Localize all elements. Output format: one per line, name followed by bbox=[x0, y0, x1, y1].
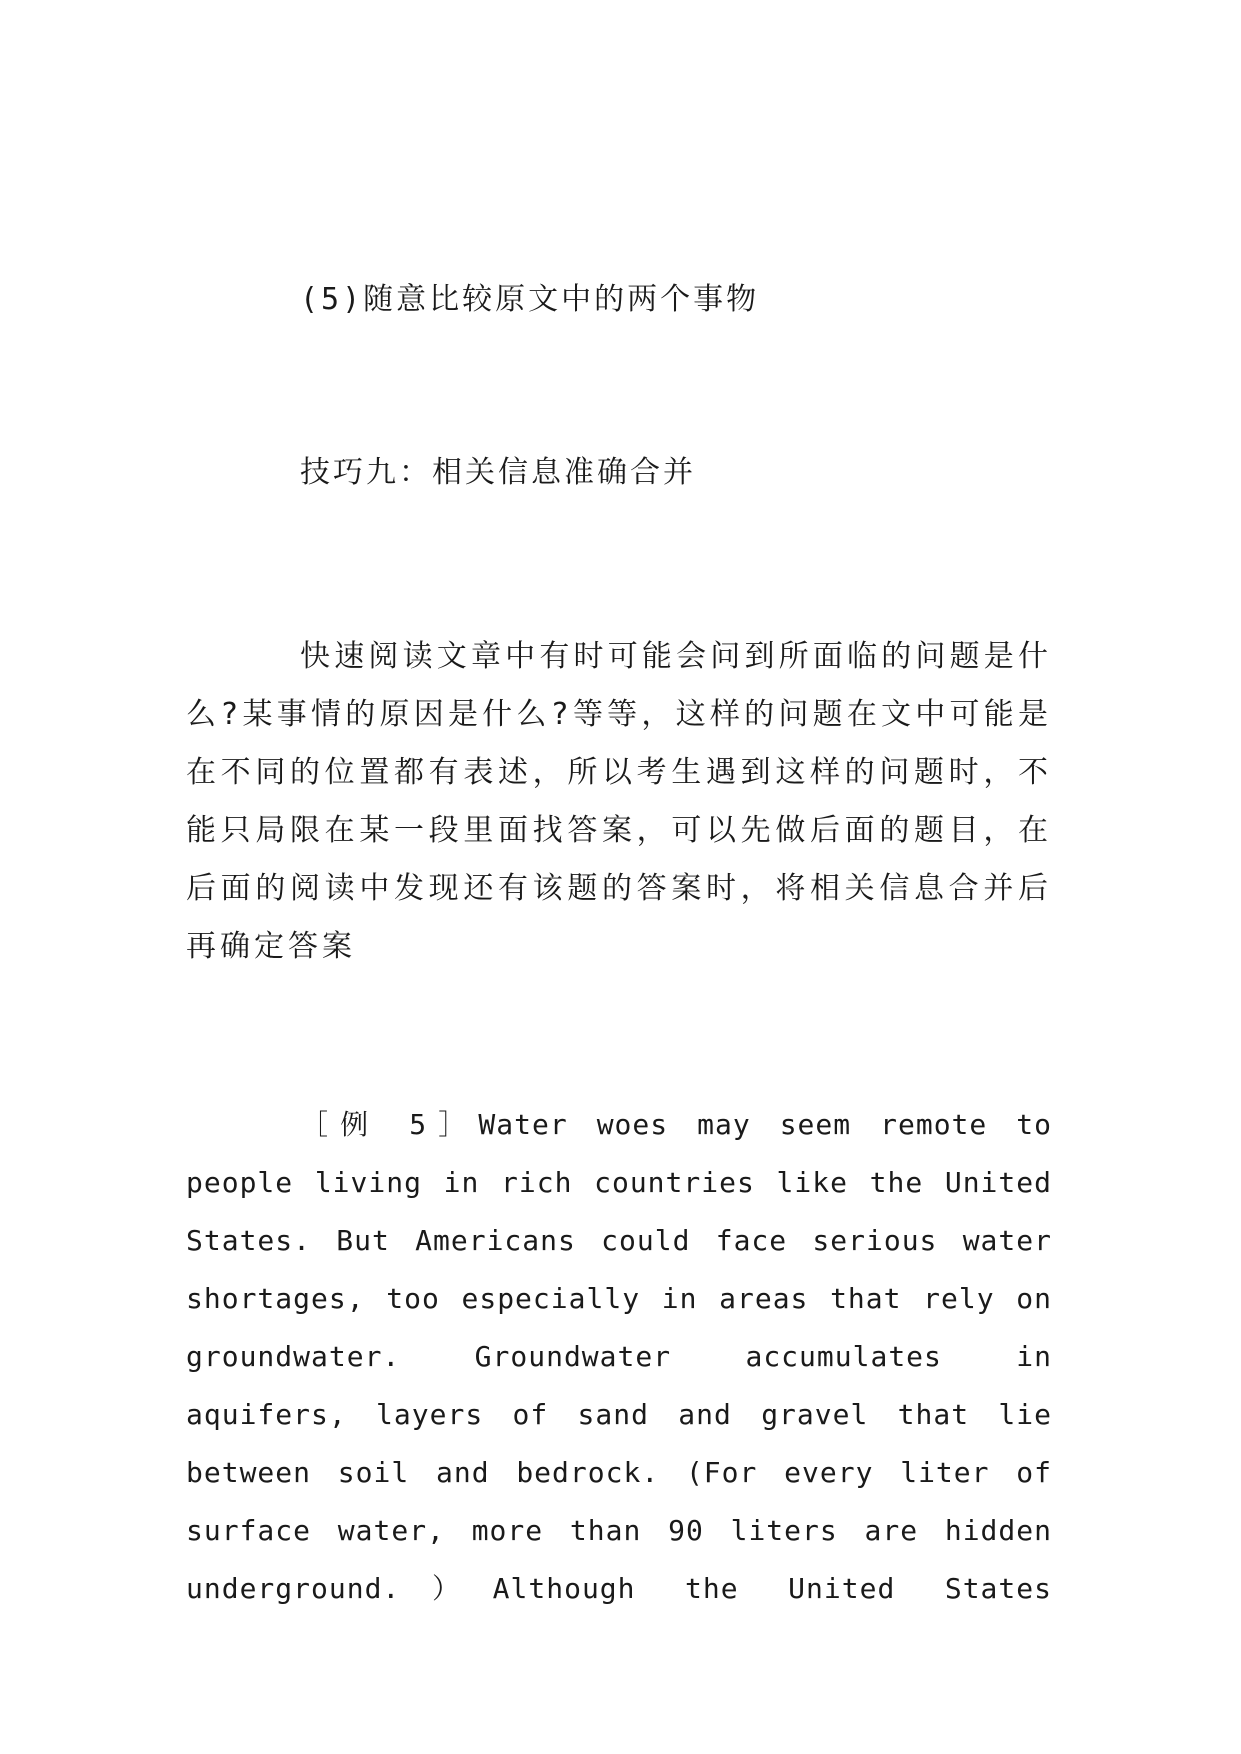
example-5-paragraph: ［例 5］Water woes may seem remote to people living in rich countries like the United States. But Americans could face serious water shortages, too especially in areas that rely on groundwater. Groundwater accumulates in aquifers, layers of sand and gravel that lie between soil and bedrock. (For every liter of surface water, more than 90 liters are hidden underground.）Although the United States bbox=[186, 1108, 1052, 1605]
tip-9-paragraph: 快速阅读文章中有时可能会问到所面临的问题是什么?某事情的原因是什么?等等，这样的问题在文中可能是在不同的位置都有表述，所以考生遇到这样的问题时，不能只局限在某一段里面找答案，可以先做后面的题目，在后面的阅读中发现还有该题的答案时，将相关信息合并后再确定答案 bbox=[186, 639, 1052, 964]
section-heading-tip-9: 技巧九：相关信息准确合并 bbox=[300, 455, 696, 490]
list-item-5: (5)随意比较原文中的两个事物 bbox=[300, 282, 760, 317]
